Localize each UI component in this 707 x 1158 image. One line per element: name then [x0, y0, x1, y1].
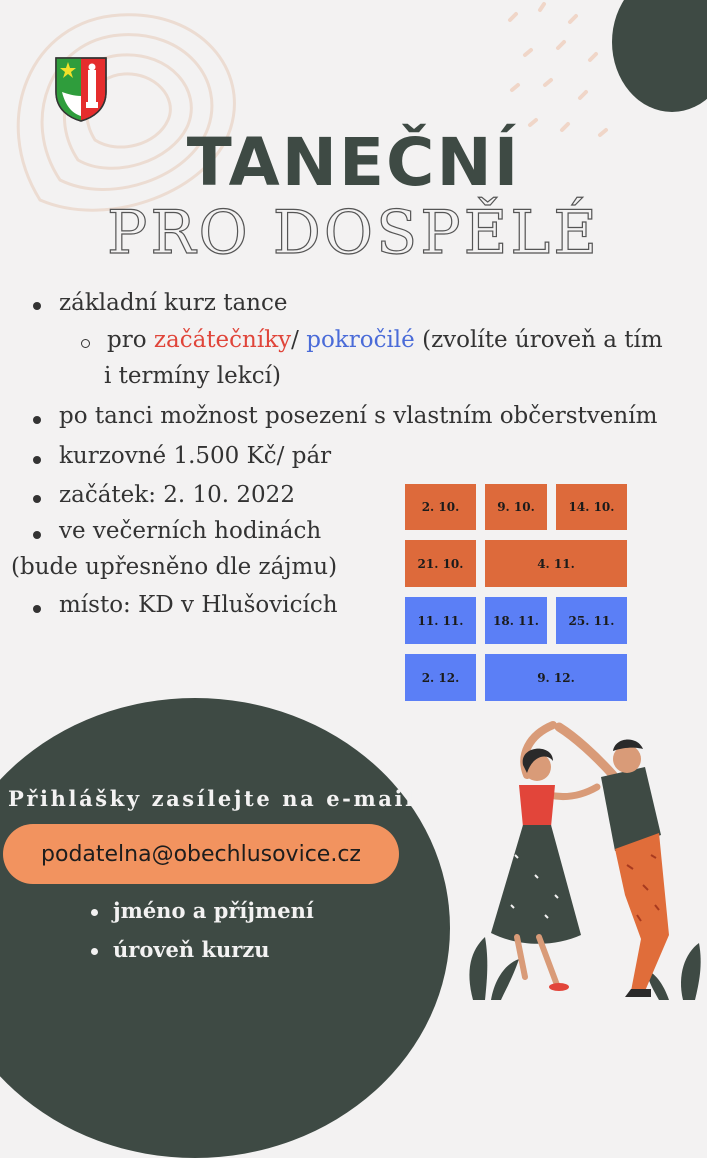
level-advanced: pokročilé [306, 327, 415, 353]
dancing-couple-illustration [455, 715, 707, 1000]
page-title: TANEČNÍ [186, 124, 521, 201]
bullet [33, 416, 41, 424]
decorative-circle-bottom-left [0, 698, 450, 1158]
schedule-date: 14. 10. [556, 484, 627, 530]
bullet [33, 531, 41, 539]
bullet [33, 495, 41, 503]
schedule-date: 2. 10. [405, 484, 476, 530]
bullet [33, 456, 41, 464]
schedule-date: 9. 12. [485, 654, 627, 701]
detail-course: základní kurz tance [59, 290, 288, 316]
bullet [33, 605, 41, 613]
requirement-name: jméno a příjmení [113, 898, 314, 923]
sub-bullet [81, 339, 90, 348]
level-beginners: začátečníky [153, 327, 292, 353]
schedule-date: 18. 11. [485, 597, 547, 644]
coat-of-arms-logo [54, 56, 108, 122]
email-address[interactable]: podatelna@obechlusovice.cz [3, 824, 399, 884]
bullet [91, 909, 98, 916]
registration-label: Přihlášky zasílejte na e-mail: [8, 786, 427, 811]
bullet [91, 948, 98, 955]
detail-refreshments: po tanci možnost posezení s vlastním občerstvením [59, 403, 658, 429]
detail-time: ve večerních hodinách [59, 518, 322, 544]
schedule-date: 2. 12. [405, 654, 476, 701]
schedule-date: 11. 11. [405, 597, 476, 644]
bullet [33, 302, 41, 310]
detail-price: kurzovné 1.500 Kč/ pár [59, 443, 332, 469]
detail-place: místo: KD v Hlušovicích [59, 592, 338, 618]
schedule-date: 9. 10. [485, 484, 547, 530]
detail-time-note: (bude upřesněno dle zájmu) [11, 554, 338, 580]
schedule-date: 25. 11. [556, 597, 627, 644]
detail-start: začátek: 2. 10. 2022 [59, 482, 295, 508]
schedule-date: 21. 10. [405, 540, 476, 587]
detail-levels: pro začátečníky/ pokročilé (zvolíte úroveň a tím [107, 327, 663, 353]
requirement-level: úroveň kurzu [113, 937, 270, 962]
detail-levels-line2: i termíny lekcí) [104, 363, 281, 389]
page-subtitle: PRO DOSPĚLÉ [106, 198, 601, 268]
schedule-date: 4. 11. [485, 540, 627, 587]
